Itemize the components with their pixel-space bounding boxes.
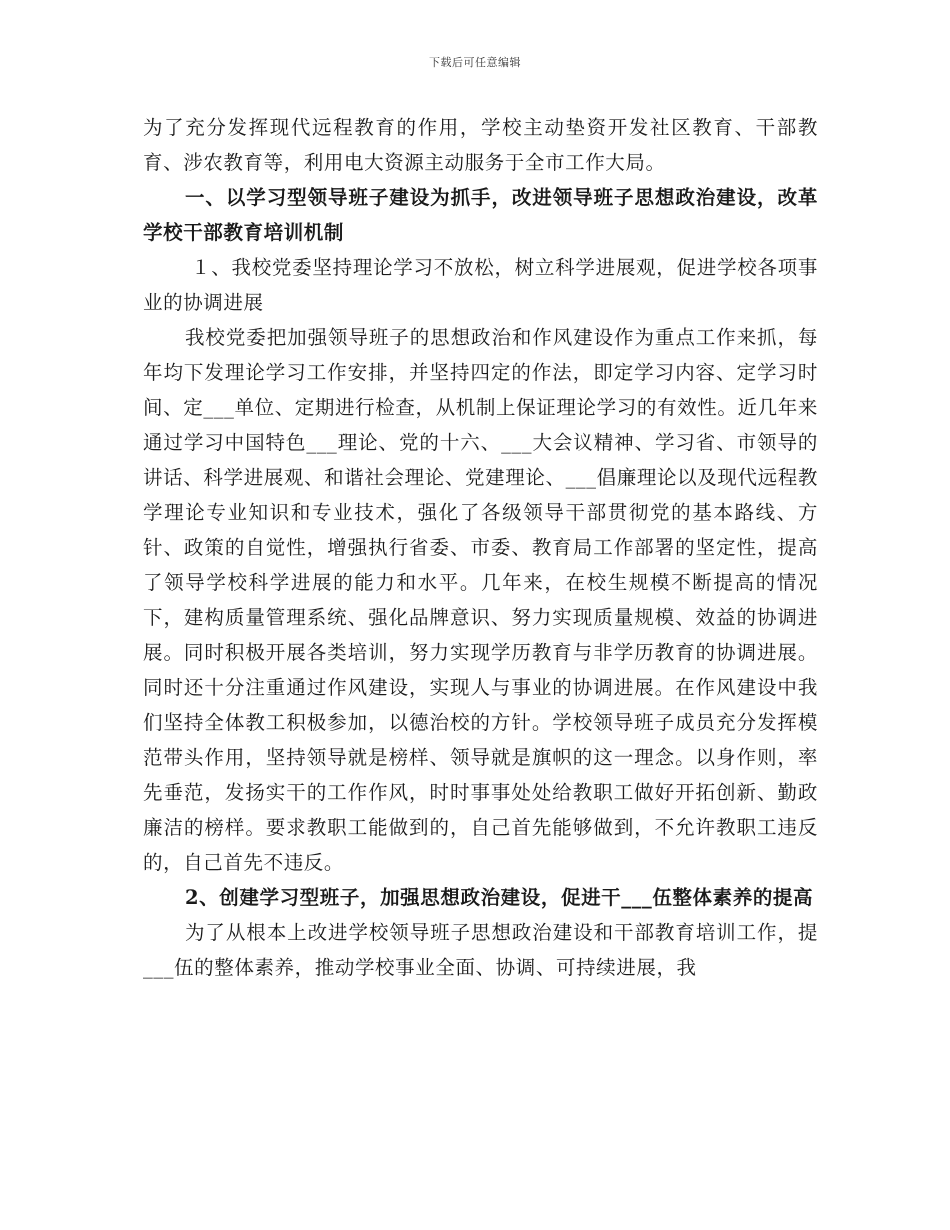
paragraph-body-2: 为了从根本上改进学校领导班子思想政治建设和干部教育培训工作，提___伍的整体素养，推动学校事业全面、协调、可持续进展，我 xyxy=(143,921,818,979)
section-heading-1: 一、以学习型领导班子建设为抓手，改进领导班子思想政治建设，改革学校干部教育培训机制 xyxy=(143,186,818,244)
subsection-heading-2: 2、创建学习型班子，加强思想政治建设，促进干___伍整体素养的提高 xyxy=(185,886,814,909)
paragraph-body-1: 我校党委把加强领导班子的思想政治和作风建设作为重点工作来抓，每年均下发理论学习工作安排，并坚持四定的作法，即定学习内容、定学习时间、定___单位、定期进行检查，从机制上保证理论学习的有效性。近几年来通过学习中国特色___理论、党的十六、___大会议精神、学习省、市领导的讲话、科学进展观、和谐社会理论、党建理论、___倡廉理论以及现代远程教学理论专业知识和专业技术，强化了各级领导干部贯彻党的基本路线、方针、政策的自觉性，增强执行省委、市委、教育局工作部署的坚定性，提高了领导学校科学进展的能力和水平。几年来，在校生规模不断提高的情况下，建构质量管理系统、强化品牌意识、努力实现质量规模、效益的协调进展。同时积极开展各类培训，努力实现学历教育与非学历教育的协调进展。同时还十分注重通过作风建设，实现人与事业的协调进展。在作风建设中我们坚持全体教工积极参加，以德治校的方针。学校领导班子成员充分发挥模范带头作用，坚持领导就是榜样、领导就是旗帜的这一理念。以身作则，率先垂范，发扬实干的工作作风，时时事事处处给教职工做好开拓创新、勤政廉洁的榜样。要求教职工能做到的，自己首先能够做到，不允许教职工违反的，自己首先不违反。 xyxy=(143,326,818,874)
subsection-heading-1: １、我校党委坚持理论学习不放松，树立科学进展观，促进学校各项事业的协调进展 xyxy=(143,256,818,314)
page-header: 下载后可任意编辑 xyxy=(429,56,521,69)
document-body xyxy=(143,110,818,985)
paragraph-intro: 为了充分发挥现代远程教育的作用，学校主动垫资开发社区教育、干部教育、涉农教育等，利用电大资源主动服务于全市工作大局。 xyxy=(143,116,818,174)
